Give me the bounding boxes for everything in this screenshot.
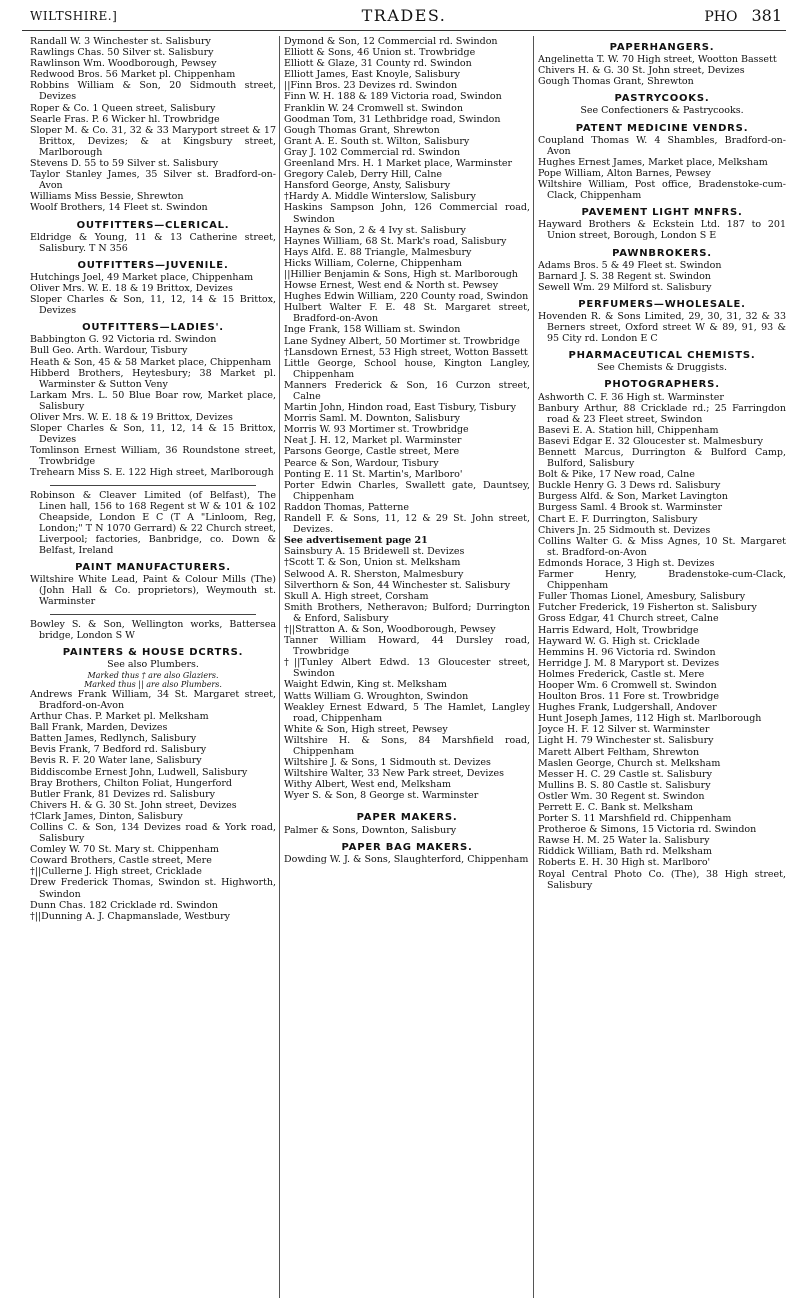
directory-entry: Haynes William, 68 St. Mark's road, Salisbury <box>284 235 507 247</box>
section-heading: PASTRYCOOKS. <box>614 93 710 105</box>
directory-entry: Sainsbury A. 15 Bridewell st. Devizes <box>284 546 465 558</box>
entry-list <box>30 232 276 254</box>
directory-entry: Hibberd Brothers, Heytesbury; 38 Market pl. Warminster & Sutton Veny <box>30 367 276 390</box>
advertiser-entry: Bowley S. & Son, Wellington works, Battersea bridge, London S W <box>30 618 276 641</box>
directory-entry: Hughes Ernest James, Market place, Melksham <box>538 156 768 168</box>
directory-entry: Futcher Frederick, 19 Fisherton st. Salisbury <box>538 602 757 614</box>
entry-list <box>538 135 786 202</box>
directory-entry: Larkam Mrs. L. 50 Blue Boar row, Market place, Salisbury <box>30 389 276 412</box>
directory-entry: Ponting E. 11 St. Martin's, Marlboro' <box>284 468 463 480</box>
directory-entry: Hovenden R. & Sons Limited, 29, 30, 31, 32 & 33 Berners street, Oxford street W & 89, 91, 93 & 95 City rd. London E C <box>538 310 786 345</box>
directory-entry: Chart E. F. Durrington, Salisbury <box>538 513 698 525</box>
directory-entry: Hicks William, Colerne, Chippenham <box>284 257 462 269</box>
directory-entry: Wyer S. & Son, 8 George st. Warminster <box>284 790 479 802</box>
directory-entry: Buckle Henry G. 3 Dews rd. Salisbury <box>538 480 721 492</box>
directory-entry: Rawse H. M. 25 Water la. Salisbury <box>538 835 710 847</box>
directory-entry: Bevis Frank, 7 Bedford rd. Salisbury <box>30 744 207 756</box>
directory-entry: Sewell Wm. 29 Milford st. Salisbury <box>538 281 712 293</box>
divider <box>50 485 256 486</box>
entry-list <box>538 260 786 293</box>
directory-entry: Greenland Mrs. H. 1 Market place, Warminster <box>284 158 513 170</box>
page-header <box>22 4 786 30</box>
cross-reference: See Confectioners & Pastrycooks. <box>580 105 744 117</box>
directory-entry: Sloper M. & Co. 31, 32 & 33 Maryport street & 17 Brittox, Devizes; & at Kingsbury street, Marlborough <box>30 124 276 158</box>
directory-entry: Babbington G. 92 Victoria rd. Swindon <box>30 334 217 346</box>
column-divider <box>533 36 534 1298</box>
directory-entry: Hunt Joseph James, 112 High st. Marlborough <box>538 713 762 725</box>
section-heading: PHOTOGRAPHERS. <box>604 379 720 391</box>
directory-entry: Gough Thomas Grant, Shrewton <box>538 76 694 88</box>
directory-entry: Hansford George, Ansty, Salisbury <box>284 180 451 192</box>
directory-entry: Hayward W. G. High st. Cricklade <box>538 635 700 647</box>
directory-entry: Finn W. H. 188 & 189 Victoria road, Swindon <box>284 91 502 103</box>
directory-entry: Coward Brothers, Castle street, Mere <box>30 855 212 867</box>
entry-list <box>30 689 276 922</box>
directory-entry: Gregory Caleb, Derry Hill, Calne <box>284 169 443 181</box>
directory-entry: Comley W. 70 St. Mary st. Chippenham <box>30 844 219 856</box>
entry-list <box>30 36 276 214</box>
section-heading: PERFUMERS—WHOLESALE. <box>578 298 746 310</box>
directory-entry: Williams Miss Bessie, Shrewton <box>30 191 184 203</box>
directory-entry: Robbins William & Son, 20 Sidmouth street, Devizes <box>30 80 276 103</box>
directory-entry: Silverthorn & Son, 44 Winchester st. Salisbury <box>284 579 511 591</box>
directory-entry: Angelinetta T. W. 70 High street, Wootton Bassett <box>538 54 777 66</box>
county-label: WILTSHIRE.] <box>30 9 118 23</box>
section-heading: PAVEMENT LIGHT MNFRS. <box>581 207 743 219</box>
entry-list <box>538 311 786 344</box>
directory-entry: Grant A. E. South st. Wilton, Salisbury <box>284 135 470 147</box>
directory-entry: Wiltshire William, Post office, Bradenstoke-cum-Clack, Chippenham <box>538 179 786 202</box>
directory-entry: Pope William, Alton Barnes, Pewsey <box>538 167 711 179</box>
directory-entry: Sloper Charles & Son, 11, 12, 14 & 15 Brittox, Devizes <box>30 423 276 446</box>
directory-entry: Ashworth C. F. 36 High st. Warminster <box>538 391 724 403</box>
directory-entry: Little George, School house, Kington Langley, Chippenham <box>284 357 530 380</box>
directory-entry: Chivers Jn. 25 Sidmouth st. Devizes <box>538 524 711 536</box>
directory-entry: Oliver Mrs. W. E. 18 & 19 Brittox, Devizes <box>30 412 233 423</box>
entry-list <box>30 272 276 316</box>
entry-list <box>538 219 786 241</box>
directory-entry: Roberts E. H. 30 High st. Marlboro' <box>538 857 711 869</box>
cross-reference: See Chemists & Druggists. <box>597 362 727 374</box>
directory-entry: Stevens D. 55 to 59 Silver st. Salisbury <box>30 158 219 170</box>
section-heading: PHARMACEUTICAL CHEMISTS. <box>568 350 756 362</box>
directory-entry: Perrett E. C. Bank st. Melksham <box>538 802 693 813</box>
section-heading: PAPER BAG MAKERS. <box>341 841 473 853</box>
page-number: 381 <box>751 6 782 25</box>
directory-entry: †||Cullerne J. High street, Cricklade <box>30 866 202 878</box>
directory-entry: Arthur Chas. P. Market pl. Melksham <box>30 711 209 723</box>
directory-entry: Basevi Edgar E. 32 Gloucester st. Malmesbury <box>538 435 764 447</box>
directory-entry: Basevi E. A. Station hill, Chippenham <box>538 424 719 436</box>
directory-entry: Burgess Saml. 4 Brook st. Warminster <box>538 502 723 514</box>
directory-entry: Farmer Henry, Bradenstoke-cum-Clack, Chippenham <box>538 569 786 592</box>
section-heading: OUTFITTERS—CLERICAL. <box>76 219 230 231</box>
column-divider <box>279 36 280 1298</box>
directory-entry: Joyce H. F. 12 Silver st. Warminster <box>538 724 710 736</box>
entry-list <box>284 36 530 535</box>
directory-entry: Redwood Bros. 56 Market pl. Chippenham <box>30 69 236 81</box>
section-heading: PAWNBROKERS. <box>612 247 712 259</box>
directory-entry: Randell F. & Sons, 11, 12 & 29 St. John street, Devizes. <box>284 513 530 536</box>
directory-entry: Tomlinson Ernest William, 36 Roundstone street, Trowbridge <box>30 445 276 468</box>
section-heading: OUTFITTERS—JUVENILE. <box>77 259 229 271</box>
directory-entry: Mullins B. S. 80 Castle st. Salisbury <box>538 779 711 791</box>
directory-entry: Manners Frederick & Son, 16 Curzon street, Calne <box>284 379 530 402</box>
section-heading: PAINT MANUFACTURERS. <box>75 562 231 574</box>
section-heading: PAPERHANGERS. <box>609 42 715 53</box>
column-3 <box>538 36 786 1301</box>
directory-entry: Gough Thomas Grant, Shrewton <box>284 124 440 136</box>
directory-entry: Franklin W. 24 Cromwell st. Swindon <box>284 102 463 114</box>
entry-list <box>284 854 530 865</box>
directory-entry: Dowding W. J. & Sons, Slaughterford, Chippenham <box>284 853 529 865</box>
directory-entry: ||Hillier Benjamin & Sons, High st. Marlborough <box>284 268 518 280</box>
entry-list <box>538 54 786 87</box>
directory-entry: Parsons George, Castle street, Mere <box>284 446 460 458</box>
directory-entry: Withy Albert, West end, Melksham <box>284 779 451 791</box>
directory-entry: †||Dunning A. J. Chapmanslade, Westbury <box>30 910 231 922</box>
divider <box>50 614 256 615</box>
directory-entry: Martin John, Hindon road, East Tisbury, Tisbury <box>284 402 516 414</box>
directory-entry: Herridge J. M. 8 Maryport st. Devizes <box>538 657 720 669</box>
directory-entry: Rawlings Chas. 50 Silver st. Salisbury <box>30 47 214 59</box>
directory-entry: Elliott & Glaze, 31 County rd. Swindon <box>284 58 472 70</box>
column-1 <box>30 36 276 1301</box>
directory-entry: Taylor Stanley James, 35 Silver st. Bradford-on-Avon <box>30 169 276 192</box>
directory-entry: Haynes & Son, 2 & 4 Ivy st. Salisbury <box>284 224 466 236</box>
directory-entry: Woolf Brothers, 14 Fleet st. Swindon <box>30 202 208 214</box>
directory-entry: Collins Walter G. & Miss Agnes, 10 St. Margaret st. Bradford-on-Avon <box>538 535 786 558</box>
directory-entry: Selwood A. R. Sherston, Malmesbury <box>284 568 464 580</box>
directory-entry: Elliott James, East Knoyle, Salisbury <box>284 69 460 81</box>
directory-entry: †Scott T. & Son, Union st. Melksham <box>284 557 461 569</box>
directory-entry: Biddiscombe Ernest John, Ludwell, Salisbury <box>30 766 248 778</box>
directory-entry: †Clark James, Dinton, Salisbury <box>30 810 183 822</box>
directory-entry: Tanner William Howard, 44 Dursley road, Trowbridge <box>284 635 530 658</box>
directory-entry: Inge Frank, 158 William st. Swindon <box>284 324 461 336</box>
directory-entry: Rawlinson Wm. Woodborough, Pewsey <box>30 58 217 70</box>
directory-entry: †Lansdown Ernest, 53 High street, Wotton Bassett <box>284 346 528 358</box>
directory-entry: Dymond & Son, 12 Commercial rd. Swindon <box>284 36 498 47</box>
section-heading: PAINTERS & HOUSE DCRTRS. <box>62 646 244 658</box>
directory-entry: Neat J. H. 12, Market pl. Warminster <box>284 435 462 447</box>
directory-entry: Elliott & Sons, 46 Union st. Trowbridge <box>284 47 476 59</box>
directory-entry: Roper & Co. 1 Queen street, Salisbury <box>30 102 216 114</box>
directory-entry: Wiltshire J. & Sons, 1 Sidmouth st. Devizes <box>284 757 491 769</box>
directory-entry: Morris Saml. M. Downton, Salisbury <box>284 413 461 425</box>
section-heading: OUTFITTERS—LADIES'. <box>82 322 224 334</box>
entry-list <box>284 546 530 801</box>
directory-entry: Houlton Bros. 11 Fore st. Trowbridge <box>538 691 719 703</box>
directory-entry: Hulbert Walter F. E. 48 St. Margaret street, Bradford-on-Avon <box>284 302 530 325</box>
directory-entry: †||Tunley Albert Edwd. 13 Gloucester street, Swindon <box>284 657 530 680</box>
directory-entry: Weakley Ernest Edward, 5 The Hamlet, Langley road, Chippenham <box>284 701 530 724</box>
directory-entry: Palmer & Sons, Downton, Salisbury <box>284 824 457 836</box>
directory-entry: Bolt & Pike, 17 New road, Calne <box>538 469 695 481</box>
directory-entry: Randall W. 3 Winchester st. Salisbury <box>30 36 211 47</box>
directory-entry: Oliver Mrs. W. E. 18 & 19 Brittox, Devizes <box>30 282 233 294</box>
directory-entry: †Hardy A. Middle Winterslow, Salisbury <box>284 191 476 203</box>
entry-list <box>284 825 530 836</box>
advertisement-note: See advertisement page 21 <box>284 535 428 547</box>
directory-entry: Messer H. C. 29 Castle st. Salisbury <box>538 768 712 780</box>
directory-entry: Trehearn Miss S. E. 122 High street, Marlborough <box>30 467 274 479</box>
directory-entry: Wiltshire Walter, 33 New Park street, Devizes <box>284 768 504 780</box>
directory-entry: Ball Frank, Marden, Devizes <box>30 722 168 734</box>
directory-entry: Maslen George, Church st. Melksham <box>538 757 721 769</box>
entry-list <box>30 574 276 607</box>
directory-entry: Drew Frederick Thomas, Swindon st. Highworth, Swindon <box>30 877 276 900</box>
running-head <box>704 6 782 25</box>
directory-entry: Eldridge & Young, 11 & 13 Catherine street, Salisbury. T N 356 <box>30 231 276 254</box>
directory-entry: Bray Brothers, Chilton Foliat, Hungerford <box>30 777 232 789</box>
section-code: PHO <box>704 9 738 25</box>
directory-entry: Hays Alfd. E. 88 Triangle, Malmesbury <box>284 246 472 258</box>
directory-entry: Barnard J. S. 38 Regent st. Swindon <box>538 270 711 282</box>
directory-entry: Sloper Charles & Son, 11, 12, 14 & 15 Brittox, Devizes <box>30 294 276 317</box>
directory-entry: Batten James, Redlynch, Salisbury <box>30 733 197 745</box>
directory-entry: Dunn Chas. 182 Cricklade rd. Swindon <box>30 899 218 911</box>
directory-entry: Searle Fras. P. 6 Wicker hl. Trowbridge <box>30 113 220 125</box>
directory-entry: Heath & Son, 45 & 58 Market place, Chippenham <box>30 356 272 368</box>
directory-entry: Butler Frank, 81 Devizes rd. Salisbury <box>30 788 216 800</box>
directory-entry: Holmes Frederick, Castle st. Mere <box>538 668 705 680</box>
directory-entry: Edmonds Horace, 3 High st. Devizes <box>538 557 715 569</box>
directory-entry: Skull A. High street, Corsham <box>284 590 429 602</box>
directory-entry: Waight Edwin, King st. Melksham <box>284 679 447 691</box>
directory-entry: Hooper Wm. 6 Cromwell st. Swindon <box>538 679 717 691</box>
directory-entry: Wiltshire H. & Sons, 84 Marshfield road, Chippenham <box>284 734 530 757</box>
directory-entry: Chivers H. & G. 30 St. John street, Devizes <box>538 65 745 77</box>
directory-entry: Fuller Thomas Lionel, Amesbury, Salisbury <box>538 591 746 603</box>
directory-entry: Adams Bros. 5 & 49 Fleet st. Swindon <box>538 259 722 271</box>
directory-entry: ||Finn Bros. 23 Devizes rd. Swindon <box>284 80 458 92</box>
directory-entry: Goodman Tom, 31 Lethbridge road, Swindon <box>284 113 501 125</box>
cross-reference: See also Plumbers. <box>107 658 199 670</box>
advertiser-entry: Robinson & Cleaver Limited (of Belfast), The Linen hall, 156 to 168 Regent st W & 101 & 102 Cheapside, London E C (T A "Linloom, Reg, London;" T N 1070 Gerrard) & 22 Church street, Liverpool; factories, Banbridge, co. Down & Belfast, Ireland <box>30 489 276 557</box>
directory-entry: Pearce & Son, Wardour, Tisbury <box>284 457 439 469</box>
directory-entry: Lane Sydney Albert, 50 Mortimer st. Trowbridge <box>284 335 520 347</box>
directory-entry: Coupland Thomas W. 4 Shambles, Bradford-on-Avon <box>538 134 786 157</box>
directory-entry: Ostler Wm. 30 Regent st. Swindon <box>538 790 705 802</box>
directory-entry: White & Son, High street, Pewsey <box>284 723 448 735</box>
directory-entry: Haskins Sampson John, 126 Commercial road, Swindon <box>284 202 530 225</box>
directory-entry: Morris W. 93 Mortimer st. Trowbridge <box>284 424 469 436</box>
directory-entry: Banbury Arthur, 88 Cricklade rd.; 25 Farringdon road & 23 Fleet street, Swindon <box>538 402 786 425</box>
directory-entry: Bennett Marcus, Durrington & Bulford Camp, Bulford, Salisbury <box>538 447 786 470</box>
directory-entry: Marett Albert Feltham, Shrewton <box>538 746 700 758</box>
directory-entry: Raddon Thomas, Patterne <box>284 501 409 513</box>
entry-list <box>538 392 786 891</box>
directory-entry: Burgess Alfd. & Son, Market Lavington <box>538 491 728 503</box>
directory-entry: Chivers H. & G. 30 St. John street, Devizes <box>30 799 237 811</box>
directory-entry: Watts William G. Wroughton, Swindon <box>284 690 469 702</box>
column-2 <box>284 36 530 1301</box>
directory-entry: Hughes Edwin William, 220 County road, Swindon <box>284 291 529 303</box>
directory-entry: Hughes Frank, Ludgershall, Andover <box>538 702 717 714</box>
directory-entry: Howse Ernest, West end & North st. Pewsey <box>284 280 499 292</box>
directory-entry: Light H. 79 Winchester st. Salisbury <box>538 735 714 747</box>
directory-entry: Hemmins H. 96 Victoria rd. Swindon <box>538 646 716 658</box>
entry-list <box>30 334 276 478</box>
directory-entry: Smith Brothers, Netheravon; Bulford; Durrington & Enford, Salisbury <box>284 601 530 624</box>
section-heading: PAPER MAKERS. <box>356 812 458 824</box>
section-heading: PATENT MEDICINE VENDRS. <box>575 122 749 134</box>
key-note: Marked thus || are also Plumbers. <box>84 679 222 689</box>
directory-entry: Riddick William, Bath rd. Melksham <box>538 846 713 858</box>
directory-entry: Andrews Frank William, 34 St. Margaret street, Bradford-on-Avon <box>30 688 276 711</box>
directory-entry: Porter Edwin Charles, Swallett gate, Dauntsey, Chippenham <box>284 479 530 502</box>
page-title: TRADES. <box>361 6 447 25</box>
key-note: Marked thus † are also Glaziers. <box>87 670 219 680</box>
directory-entry: Wiltshire White Lead, Paint & Colour Mills (The) (John Hall & Co. proprietors), Weymouth st. Warminster <box>30 574 276 608</box>
header-rule <box>22 30 786 31</box>
directory-entry: Collins C. & Son, 134 Devizes road & York road, Salisbury <box>30 822 276 845</box>
directory-entry: Bull Geo. Arth. Wardour, Tisbury <box>30 345 188 357</box>
directory-entry: Gray J. 102 Commercial rd. Swindon <box>284 146 461 158</box>
directory-entry: Protheroe & Simons, 15 Victoria rd. Swindon <box>538 824 757 836</box>
directory-entry: Bevis R. F. 20 Water lane, Salisbury <box>30 755 202 767</box>
directory-entry: †||Stratton A. & Son, Woodborough, Pewsey <box>284 623 496 635</box>
directory-entry: Gross Edgar, 41 Church street, Calne <box>538 613 719 625</box>
directory-entry: Harris Edward, Holt, Trowbridge <box>538 624 699 636</box>
directory-entry: Hutchings Joel, 49 Market place, Chippenham <box>30 271 254 283</box>
directory-entry: Porter S. 11 Marshfield rd. Chippenham <box>538 813 732 825</box>
directory-entry: Hayward Brothers & Eckstein Ltd. 187 to 201 Union street, Borough, London S E <box>538 219 786 242</box>
directory-entry: Royal Central Photo Co. (The), 38 High street, Salisbury <box>538 868 786 891</box>
